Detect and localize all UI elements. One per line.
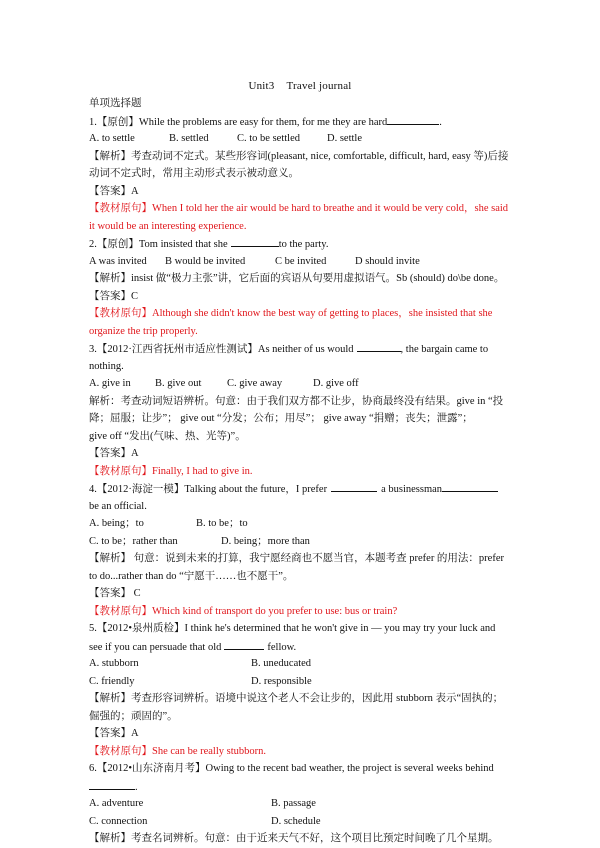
- answer-blank: [331, 480, 377, 492]
- option-b: B. to be；to: [196, 518, 248, 529]
- textbook-original: 【教材原句】When I told her the air would be hard to breathe and it would be very cold，she said: [89, 203, 509, 214]
- analysis-line: give off “发出(气味、热、光等)”。: [89, 430, 246, 442]
- option-a: A. being；to: [89, 518, 144, 529]
- answer-line: 【答案】 C: [89, 588, 141, 599]
- analysis-line: 解析：考查动词短语辨析。句意：由于我们双方都不让步，协商最终没有结果。give in “投: [89, 395, 504, 407]
- analysis-line: 【解析】考查形容词辨析。语境中说这个老人不会让步的，因此用 stubborn 表示“固执的；: [89, 693, 504, 704]
- option-d: D. responsible: [251, 675, 312, 687]
- options-row: [89, 655, 514, 673]
- option-c: C. to be；rather than: [89, 535, 178, 547]
- section-heading: 单项选择题: [89, 98, 142, 109]
- answer-blank: [89, 778, 135, 790]
- answer-line: 【答案】A: [89, 728, 139, 739]
- question-stem-cont: be an official.: [89, 500, 147, 512]
- option-d: D. settle: [327, 133, 362, 144]
- question-2: [89, 235, 514, 340]
- option-b: B. uneducated: [251, 658, 312, 669]
- question-stem-cont: nothing.: [89, 360, 124, 372]
- option-c: C be invited: [275, 255, 327, 267]
- option-a: A. give in: [89, 378, 131, 389]
- question-stem: 5.【2012•泉州质检】I think he's determined that he won't give in — you may try your luck and: [89, 623, 496, 634]
- options-row: [89, 130, 514, 148]
- analysis-line: 动词不定式时，常用主动形式表示被动意义。: [89, 168, 299, 179]
- answer-blank: [231, 235, 279, 247]
- answer-line: 【答案】C: [89, 290, 139, 302]
- option-b: B would be invited: [165, 255, 246, 267]
- question-5: [89, 620, 514, 760]
- textbook-original: organize the trip properly.: [89, 325, 198, 337]
- option-d: D. schedule: [271, 815, 321, 827]
- answer-line: 【答案】A: [89, 448, 139, 459]
- question-stem: 3.【2012·江西省抚州市适应性测试】As neither of us would , the bargain came to: [89, 340, 514, 358]
- option-a: A. to settle: [89, 133, 135, 144]
- analysis-line: 【解析】insist 做“极力主张”讲，它后面的宾语从句要用虚拟语气。Sb (should) do\be done。: [89, 273, 505, 284]
- question-stem: 4.【2012·海淀一模】Talking about the future，I prefer a businessman: [89, 480, 514, 498]
- option-d: D should invite: [355, 255, 420, 267]
- textbook-original: 【教材原句】She can be really stubborn.: [89, 745, 267, 757]
- analysis-line: 倔强的；顽固的”。: [89, 710, 178, 722]
- option-c: C. friendly: [89, 675, 135, 687]
- answer-blank: [387, 113, 439, 125]
- question-stem: 6.【2012•山东济南月考】Owing to the recent bad weather, the project is several weeks behind: [89, 763, 494, 774]
- title-unit: Unit3: [248, 80, 275, 92]
- option-c: C. give away: [227, 378, 283, 389]
- question-6: [89, 760, 514, 848]
- option-d: D. give off: [313, 378, 359, 389]
- options-row: [89, 813, 514, 831]
- options-row: [89, 533, 514, 551]
- question-stem: 2.【原创】Tom insisted that she to the party.: [89, 235, 514, 253]
- answer-blank: [442, 480, 498, 492]
- analysis-line: 【解析】考查动词不定式。某些形容词(pleasant, nice, comfortable, difficult, hard, easy 等)后接: [89, 150, 509, 162]
- analysis-line: 降；屈服；让步”； give out “分发；公布；用尽”； give away “捐赠；丧失；泄露”；: [89, 413, 473, 424]
- question-list: [89, 95, 514, 848]
- option-a: A was invited: [89, 255, 147, 267]
- analysis-line: 【解析】考查名词辨析。句意：由于近来天气不好，这个项目比预定时间晚了几个星期。: [89, 833, 499, 844]
- question-stem-cont: see if you can persuade that old fellow.: [89, 638, 514, 656]
- options-row: [89, 515, 514, 533]
- option-c: C. to be settled: [237, 133, 300, 144]
- option-c: C. connection: [89, 815, 148, 827]
- textbook-original: 【教材原句】Although she didn't know the best way of getting to places，she insisted that she: [89, 308, 493, 319]
- option-b: B. give out: [155, 378, 202, 389]
- option-a: A. adventure: [89, 798, 144, 809]
- option-a: A. stubborn: [89, 658, 139, 669]
- options-row: [89, 795, 514, 813]
- analysis-line: 【解析】 句意：说到未来的打算，我宁愿经商也不愿当官，本题考查 prefer 的用法：prefer: [89, 553, 504, 564]
- analysis-line: to do...rather than do “宁愿干……也不愿干”。: [89, 570, 294, 582]
- title-topic: Travel journal: [286, 80, 352, 92]
- options-row: [89, 375, 514, 393]
- options-row: [89, 673, 514, 691]
- question-stem-cont: .: [89, 778, 514, 796]
- options-row: [89, 253, 514, 271]
- answer-blank: [224, 638, 264, 650]
- option-d: D. being；more than: [221, 535, 310, 547]
- question-stem: 1.【原创】While the problems are easy for them, for me they are hard .: [89, 113, 514, 131]
- textbook-original: 【教材原句】Finally, I had to give in.: [89, 465, 253, 477]
- answer-line: 【答案】A: [89, 185, 139, 197]
- textbook-original: 【教材原句】Which kind of transport do you prefer to use: bus or train?: [89, 605, 398, 617]
- page-title: [0, 80, 600, 92]
- option-b: B. passage: [271, 798, 316, 809]
- textbook-original: it would be an interesting experience.: [89, 220, 247, 232]
- question-4: [89, 480, 514, 620]
- question-1: [89, 113, 514, 236]
- answer-blank: [357, 340, 401, 352]
- option-b: B. settled: [169, 133, 209, 144]
- question-3: [89, 340, 514, 480]
